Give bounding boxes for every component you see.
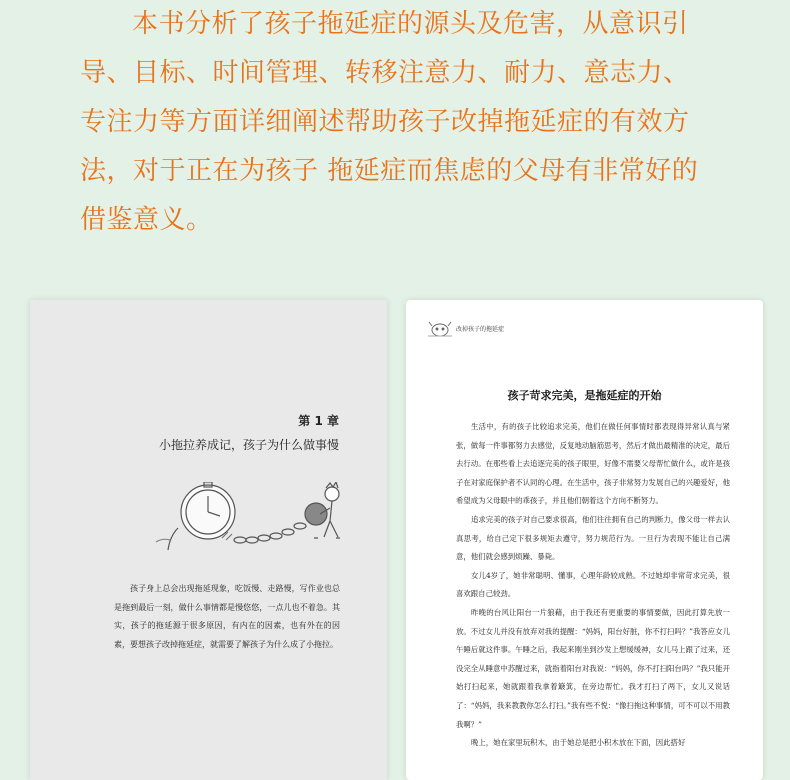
right-paragraph: 晚上，她在家里玩积木，由于她总是把小积木放在下面，因此搭好: [471, 738, 686, 748]
clock-chained-boy-illustration: [148, 482, 348, 562]
intro-text: [80, 0, 720, 245]
right-paragraph: 生活中，有的孩子比较追求完美，他们在做任何事情时都表现得异常认真与紧张，做每一件事都努力去感觉，反复地动脑筋思考，然后才做出最精准的决定，最后去行动。在那些看上去追逐完美的孩子眼里，好像不需要父母帮忙做什么，或许是孩子在对家庭保护者不认同的心理。在生活中，孩子非常努力发展自己的兴趣爱好，他希望成为父母眼中的乖孩子，并且他们朝着这个方向不断努力。: [456, 422, 730, 506]
mascot-logo-icon: [426, 320, 454, 342]
intro-line-4: 法，对于正在为孩子 拖延症而焦虑的父母有非常好的: [80, 156, 699, 186]
right-paragraph: 昨晚的台风让阳台一片狼藉，由于我还有更重要的事情要做，因此打算先放一放。不过女儿并没有放弃对我的提醒：“妈妈，阳台好脏，你不打扫吗？”我答应女儿午睡后就这件事。午睡之后，我起来刚坐到沙发上想缓缓神，女儿马上跟了过来，还没完全从睡意中苏醒过来，就指着阳台对我说：“妈妈，你不打扫阳台吗？”我只能开始打扫起来，她就跟着我拿着簸箕，在旁边帮忙。我才打扫了两下，女儿又说话了：“妈妈，我来教教你怎么打扫。”我有些不悦：“像扫拖这种事情，可不可以不用教我啊？”: [456, 607, 730, 729]
right-paragraph: 追求完美的孩子对自己要求很高，他们往往拥有自己的判断力，像父母一样去认真思考，给自己定下很多规矩去遵守，努力规范行为。一旦行为表现不能让自己满意，他们就会感到烦躁、暴毙。: [456, 514, 730, 562]
right-body-text: [456, 418, 730, 753]
section-title: 孩子苛求完美，是拖延症的开始: [507, 389, 662, 402]
running-header: 改掉孩子的拖延症: [456, 326, 505, 333]
left-book-page: [30, 300, 387, 780]
intro-line-1: 本书分析了孩子拖延症的源头及危害，从意识引: [132, 9, 689, 39]
left-paragraph: 孩子身上总会出现拖延现象，吃饭慢、走路慢，写作业也总是拖到最后一刻，做什么事情都是慢悠悠，一点儿也不着急。其实，孩子的拖延源于很多原因，有内在的因素，也有外在的因素，要想孩子改掉拖延症，就需要了解孩子为什么成了小拖拉。: [114, 584, 340, 649]
intro-line-2: 导、目标、时间管理、转移注意力、耐力、意志力、: [80, 58, 690, 88]
right-book-page: [406, 300, 763, 780]
chapter-number: 第 1 章: [298, 414, 339, 428]
intro-line-3: 专注力等方面详细阐述帮助孩子改掉拖延症的有效方: [80, 107, 690, 137]
chapter-title: 小拖拉养成记，孩子为什么做事慢: [158, 438, 339, 452]
right-paragraph: 女儿4岁了，她非常聪明、懂事，心理年龄较成熟。不过她却非常苛求完美，很喜欢跟自己较劲。: [456, 570, 730, 599]
left-body-text: [114, 580, 340, 654]
intro-line-5: 借鉴意义。: [80, 205, 213, 235]
